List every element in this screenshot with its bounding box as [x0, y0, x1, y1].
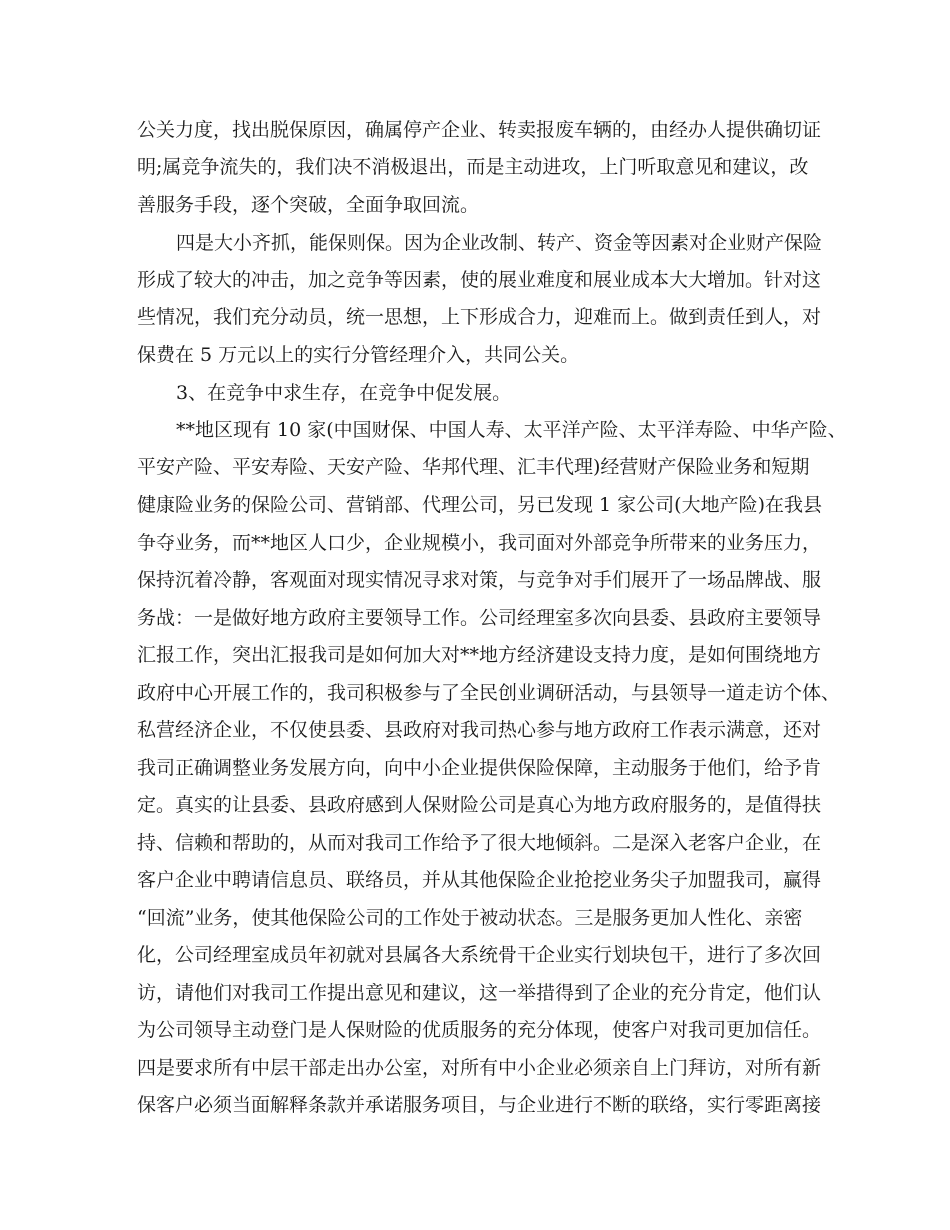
text-line: 保客户必须当面解释条款并承诺服务项目，与企业进行不断的联络，实行零距离接 [137, 1094, 822, 1116]
text-line: 定。真实的让县委、县政府感到人保财险公司是真心为地方政府服务的，是值得扶 [137, 794, 822, 816]
text-line: 争夺业务，而**地区人口少，企业规模小，我司面对外部竞争所带来的业务压力， [137, 532, 822, 554]
subheading: 3、在竞争中求生存，在竞争中促发展。 [176, 382, 512, 404]
text-line: 我司正确调整业务发展方向，向中小企业提供保险保障，主动服务于他们，给予肯 [137, 757, 822, 779]
text-line: 化，公司经理室成员年初就对县属各大系统骨干企业实行划块包干，进行了多次回 [137, 944, 822, 966]
text-line: 政府中心开展工作的，我司积极参与了全民创业调研活动，与县领导一道走访个体、 [137, 682, 841, 704]
text-line: 为公司领导主动登门是人保财险的优质服务的充分体现，使客户对我司更加信任。 [137, 1019, 822, 1041]
text-line: 访，请他们对我司工作提出意见和建议，这一举措得到了企业的充分肯定，他们认 [137, 982, 822, 1004]
text-line: 四是要求所有中层干部走出办公室，对所有中小企业必须亲自上门拜访，对所有新 [137, 1057, 822, 1079]
text-line: 形成了较大的冲击，加之竞争等因素，使的展业难度和展业成本大大增加。针对这 [137, 269, 822, 291]
text-line: 保持沉着冷静，客观面对现实情况寻求对策，与竞争对手们展开了一场品牌战、服 [137, 569, 822, 591]
text-line: 些情况，我们充分动员，统一思想，上下形成合力，迎难而上。做到责任到人，对 [137, 306, 822, 328]
text-line: 私营经济企业，不仅使县委、县政府对我司热心参与地方政府工作表示满意，还对 [137, 719, 822, 741]
text-line: 持、信赖和帮助的，从而对我司工作给予了很大地倾斜。二是深入老客户企业，在 [137, 832, 822, 854]
text-line: “回流”业务，使其他保险公司的工作处于被动状态。三是服务更加人性化、亲密 [137, 907, 803, 929]
text-line: **地区现有 10 家(中国财保、中国人寿、太平洋产险、太平洋寿险、中华产险、 [176, 419, 847, 441]
text-line: 善服务手段，逐个突破，全面争取回流。 [137, 194, 480, 216]
text-line: 平安产险、平安寿险、天安产险、华邦代理、汇丰代理)经营财产保险业务和短期 [137, 456, 810, 478]
text-line: 客户企业中聘请信息员、联络员，并从其他保险企业抢挖业务尖子加盟我司，赢得 [137, 869, 822, 891]
text-line: 四是大小齐抓，能保则保。因为企业改制、转产、资金等因素对企业财产保险 [176, 232, 823, 254]
text-line: 汇报工作，突出汇报我司是如何加大对**地方经济建设支持力度，是如何围绕地方 [137, 644, 822, 666]
text-line: 公关力度，找出脱保原因，确属停产企业、转卖报废车辆的，由经办人提供确切证 [137, 119, 822, 141]
text-line: 务战：一是做好地方政府主要领导工作。公司经理室多次向县委、县政府主要领导 [137, 607, 822, 629]
text-line: 健康险业务的保险公司、营销部、代理公司，另已发现 1 家公司(大地产险)在我县 [137, 494, 822, 516]
text-line: 明;属竞争流失的，我们决不消极退出，而是主动进攻，上门听取意见和建议，改 [137, 156, 809, 178]
text-line: 保费在 5 万元以上的实行分管经理介入，共同公关。 [137, 344, 580, 366]
